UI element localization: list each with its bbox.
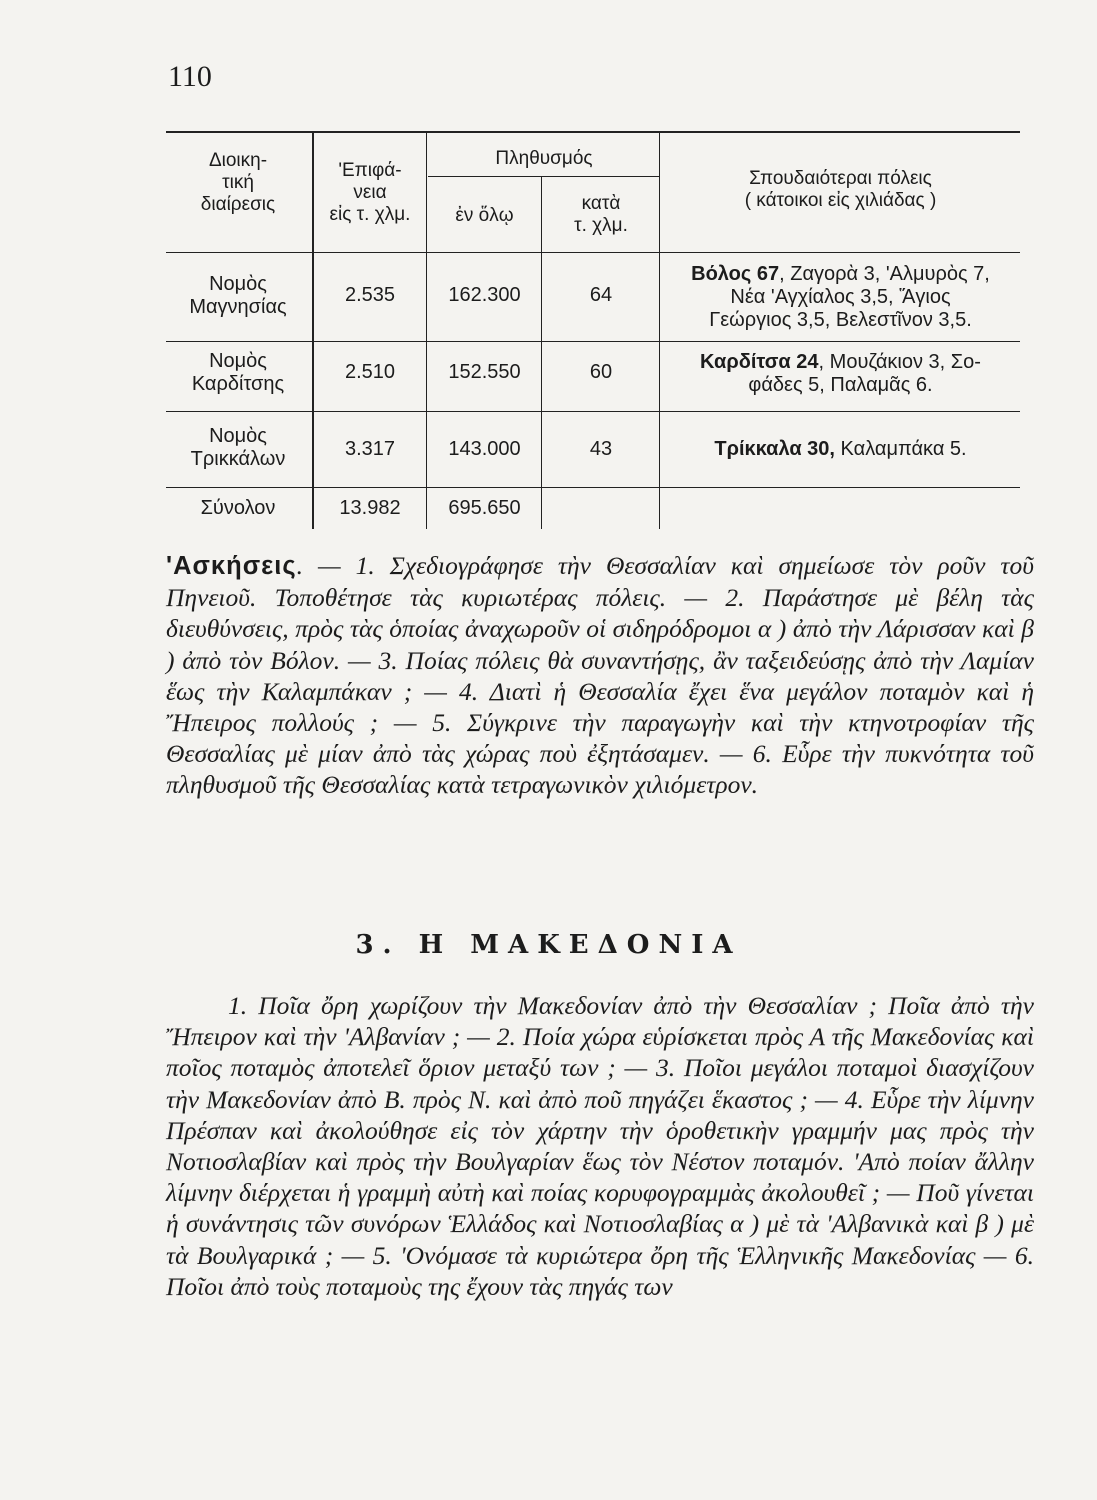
row-rule-1: [166, 341, 1020, 342]
exercises-text: . — 1. Σχεδιογράφησε τὴν Θεσσαλίαν καὶ σημείωσε τὸν ροῦν τοῦ Πηνειοῦ. Τοποθέτησε τὰς κυριωτέρας πόλεις. — 2. Παράστησε μὲ βέλη τὰς διευθύνσεις, πρὸς τὰς ὁποίας ἀναχωροῦν οἱ σιδηρόδρομοι α ) ἀπὸ τὴν Λάρισσαν καὶ β ) ἀπὸ τὸν Βόλον. — 3. Ποίας πόλεις θὰ συναντήσῃς, ἂν ταξειδεύσῃς ἀπὸ τὴν Λαμίαν ἕως τὴν Καλαμπάκαν ; — 4. Διατὶ ἡ Θεσσαλία ἔχει ἕνα μεγάλον ποταμὸν καὶ ἡ Ἤπειρος πολλούς ; — 5. Σύγκρινε τὴν παραγωγὴν καὶ τὴν κτηνοτροφίαν τῆς Θεσσαλίας μὲ μίαν ἀπὸ τὰς χώρας ποὺ ἐξητάσαμεν. — 6. Εὗρε τὴν πυκνότητα τοῦ πληθυσμοῦ τῆς Θεσσαλίας κατὰ τετραγωνικὸν χιλιόμετρον.: [166, 551, 1034, 800]
row3-per-km: 43: [589, 438, 613, 460]
row1-cities-line2: Νέα 'Αγχίαλος 3,5, Ἅγιος: [730, 286, 951, 308]
sum-area: 13.982: [339, 497, 401, 519]
row2-division: [166, 350, 310, 396]
header-cities-line1: Σπουδαιότεραι πόλεις: [749, 168, 932, 189]
header-division-line2: τική: [222, 172, 254, 193]
page-number: 110: [168, 60, 212, 93]
row3-cities: [661, 438, 1020, 461]
row2-area: 2.510: [344, 361, 396, 383]
row1-cities: [661, 263, 1020, 332]
row-rule-3: [166, 487, 1020, 488]
header-area-line2: νεια: [353, 182, 387, 203]
exercises-title: 'Ασκήσεις: [166, 552, 297, 580]
header-cities: [661, 168, 1020, 212]
row3-total: 143.000: [448, 438, 521, 460]
row1-division-line1: Νομὸς: [209, 273, 267, 295]
sum-total: 695.650: [448, 497, 521, 519]
section-questions: 1. Ποῖα ὄρη χωρίζουν τὴν Μακεδονίαν ἀπὸ τὴν Θεσσαλίαν ; Ποῖα ἀπὸ τὴν Ἤπειρον καὶ τὴν 'Αλβανίαν ; — 2. Ποία χώρα εὑρίσκεται πρὸς Α τῆς Μακεδονίας καὶ ποῖος ποταμὸς ἀποτελεῖ ὅριον μεταξύ των ; — 3. Ποῖοι μεγάλοι ποταμοὶ διασχίζουν τὴν Μακεδονίαν ἀπὸ Β. πρὸς Ν. καὶ ἀπὸ ποῦ πηγάζει ἕκαστος ; — 4. Εὗρε τὴν λίμνην Πρέσπαν καὶ ἀκολούθησε εἰς τὸν χάρτην τὴν ὁροθετικὴν γραμμήν μας πρὸς τὴν Νοτιοσλαβίαν καὶ πρὸς τὴν Βουλγαρίαν ἕως τὸν Νέστον ποταμόν. 'Απὸ ποίαν ἄλλην λίμνην διέρχεται ἡ γραμμὴ αὐτὴ καὶ ποίας κορυφογραμμὰς ἀκολουθεῖ ; — Ποῦ γίνεται ἡ συνάντησις τῶν συνόρων Ἑλλάδος καὶ Νοτιοσλαβίας α ) μὲ τὰ 'Αλβανικὰ καὶ β ) μὲ τὰ Βουλγαρικά ; — 5. 'Ονόμασε τὰ κυριώτερα ὄρη τῆς Ἑλληνικῆς Μακεδονίας — 6. Ποῖοι ἀπὸ τοὺς ποταμοὺς της ἔχουν τὰς πηγάς των: [166, 991, 1034, 1301]
row1-division-line2: Μαγνησίας: [189, 296, 287, 318]
col-line-2: [426, 131, 427, 529]
row1-cities-rest: , Ζαγορὰ 3, 'Αλμυρὸς 7,: [779, 263, 990, 285]
row3-division-line1: Νομὸς: [209, 425, 267, 447]
header-division-line3: διαίρεσις: [200, 194, 276, 215]
header-area: [314, 160, 426, 226]
header-cities-line2: ( κάτοικοι εἰς χιλιάδας ): [744, 190, 937, 211]
row2-cities: [661, 351, 1020, 397]
row2-division-line1: Νομὸς: [209, 350, 267, 372]
header-per-km: [543, 193, 659, 237]
row3-cities-rest: Καλαμπάκα 5.: [834, 438, 967, 460]
header-per-km-line2: τ. χλμ.: [574, 215, 628, 236]
row2-main-city: Καρδίτσα 24: [700, 351, 819, 373]
row2-cities-rest: , Μουζάκιον 3, Σο-: [818, 351, 981, 373]
row3-division-line2: Τρικκάλων: [190, 448, 286, 470]
row2-per-km: 60: [589, 361, 613, 383]
row3-area: 3.317: [344, 438, 396, 460]
population-sub-rule: [428, 176, 660, 177]
row1-total: 162.300: [448, 284, 521, 306]
row1-per-km: 64: [589, 284, 613, 306]
row1-cities-line3: Γεώργιος 3,5, Βελεστῖνον 3,5.: [709, 309, 972, 331]
row2-division-line2: Καρδίτσης: [191, 373, 285, 395]
row-rule-2: [166, 411, 1020, 412]
header-per-km-line1: κατὰ: [581, 193, 621, 214]
row1-main-city: Βόλος 67: [691, 263, 780, 285]
table-top-rule: [166, 131, 1020, 133]
header-division: [166, 150, 310, 216]
header-division-line1: Διοικη-: [208, 150, 268, 171]
header-area-line1: 'Επιφά-: [338, 160, 402, 181]
exercises-paragraph: [166, 550, 1034, 801]
row2-cities-line2: φάδες 5, Παλαμᾶς 6.: [748, 374, 933, 396]
header-area-line3: εἰς τ. χλμ.: [329, 204, 411, 225]
col-line-4: [659, 131, 660, 529]
sum-label: Σύνολον: [200, 497, 276, 519]
header-population: Πληθυσμός: [495, 148, 593, 169]
header-bottom-rule: [166, 252, 1020, 253]
row1-division: [166, 273, 310, 319]
col-line-3: [541, 176, 542, 529]
row3-main-city: Τρίκκαλα 30,: [714, 438, 835, 460]
row3-division: [166, 425, 310, 471]
row2-total: 152.550: [448, 361, 521, 383]
section-title: 3. Η ΜΑΚΕΔΟΝΙΑ: [355, 930, 742, 960]
row1-area: 2.535: [344, 284, 396, 306]
header-total: ἐν ὅλῳ: [455, 205, 514, 226]
